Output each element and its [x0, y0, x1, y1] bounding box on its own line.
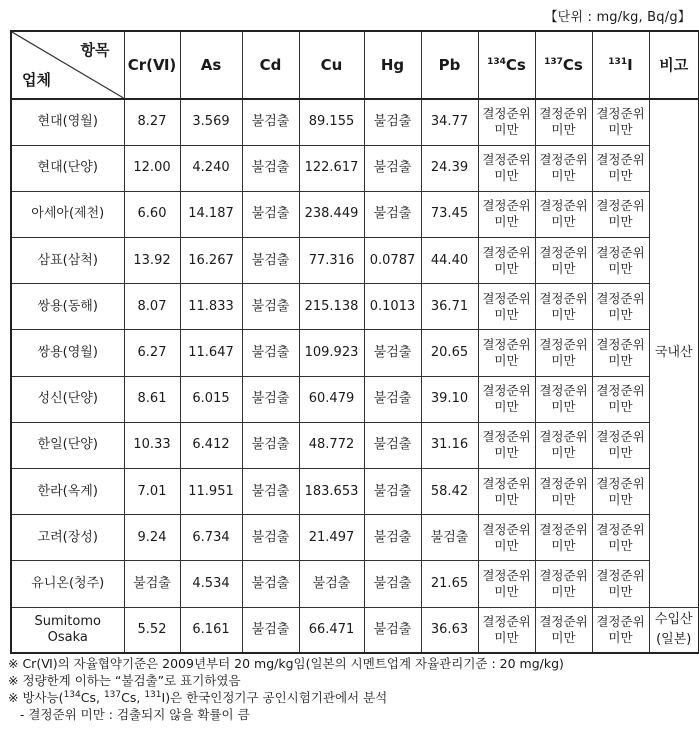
value-cell: 6.60: [124, 191, 180, 237]
isotope-cell: 결정준위 미만: [592, 561, 649, 607]
value-cell: 4.534: [180, 561, 242, 607]
isotope-cell: 결정준위 미만: [592, 469, 649, 515]
col-header-as: As: [180, 31, 242, 99]
value-cell: 3.569: [180, 99, 242, 145]
table-row: [11, 191, 699, 237]
value-cell: 불검출: [364, 469, 421, 515]
col-header-remark: 비고: [649, 31, 699, 99]
isotope-cell: 결정준위 미만: [535, 561, 592, 607]
company-cell: 한일(단양): [11, 422, 124, 468]
value-cell: 8.61: [124, 376, 180, 422]
company-cell: 한라(옥계): [11, 469, 124, 515]
value-cell: 불검출: [364, 561, 421, 607]
value-cell: 불검출: [364, 145, 421, 191]
company-cell: 현대(단양): [11, 145, 124, 191]
table-row: [11, 330, 699, 376]
value-cell: 5.52: [124, 607, 180, 653]
isotope-cell: 결정준위 미만: [535, 422, 592, 468]
value-cell: 77.316: [299, 238, 364, 284]
value-cell: 불검출: [124, 561, 180, 607]
analysis-table: [10, 30, 699, 654]
value-cell: 48.772: [299, 422, 364, 468]
remark-import: 수입산 (일본): [649, 607, 699, 653]
table-body: [11, 99, 699, 653]
isotope-cell: 결정준위 미만: [535, 515, 592, 561]
value-cell: 11.951: [180, 469, 242, 515]
value-cell: 34.77: [421, 99, 478, 145]
isotope-cell: 결정준위 미만: [478, 515, 535, 561]
company-cell: Sumitomo Osaka: [11, 607, 124, 653]
value-cell: 24.39: [421, 145, 478, 191]
value-cell: 44.40: [421, 238, 478, 284]
value-cell: 6.015: [180, 376, 242, 422]
footnote-detection: ※ 정량한계 이하는 “불검출”로 표기하였음: [8, 673, 241, 688]
isotope-cell: 결정준위 미만: [478, 422, 535, 468]
isotope-cell: 결정준위 미만: [592, 145, 649, 191]
isotope-cell: 결정준위 미만: [592, 515, 649, 561]
table-row: [11, 422, 699, 468]
value-cell: 6.27: [124, 330, 180, 376]
value-cell: 불검출: [242, 422, 299, 468]
company-cell: 아세아(제천): [11, 191, 124, 237]
isotope-cell: 결정준위 미만: [535, 191, 592, 237]
value-cell: 0.0787: [364, 238, 421, 284]
value-cell: 36.63: [421, 607, 478, 653]
value-cell: 73.45: [421, 191, 478, 237]
value-cell: 불검출: [242, 284, 299, 330]
isotope-cell: 결정준위 미만: [592, 99, 649, 145]
value-cell: 불검출: [242, 607, 299, 653]
isotope-cell: 결정준위 미만: [535, 376, 592, 422]
item-label: 항목: [80, 41, 110, 59]
value-cell: 불검출: [364, 422, 421, 468]
isotope-cell: 결정준위 미만: [478, 99, 535, 145]
value-cell: 36.71: [421, 284, 478, 330]
isotope-cell: 결정준위 미만: [535, 238, 592, 284]
table-row: [11, 469, 699, 515]
isotope-cell: 결정준위 미만: [592, 330, 649, 376]
header-diagonal-cell: [11, 31, 124, 99]
col-header-pb: Pb: [421, 31, 478, 99]
footnote-cr6: ※ Cr(Ⅵ)의 자율협약기준은 2009년부터 20 mg/kg임(일본의 시멘트업계 자율관리기준 : 20 mg/kg): [8, 656, 564, 671]
remark-domestic: 국내산: [649, 99, 699, 607]
company-cell: 현대(영월): [11, 99, 124, 145]
isotope-cell: 결정준위 미만: [535, 284, 592, 330]
table-row: [11, 99, 699, 145]
value-cell: 109.923: [299, 330, 364, 376]
company-label: 업체: [22, 71, 51, 89]
value-cell: 불검출: [299, 561, 364, 607]
company-cell: 삼표(삼척): [11, 238, 124, 284]
col-header-cs137: $^{137}$Cs: [535, 31, 592, 99]
value-cell: 215.138: [299, 284, 364, 330]
value-cell: 39.10: [421, 376, 478, 422]
value-cell: 불검출: [364, 99, 421, 145]
value-cell: 4.240: [180, 145, 242, 191]
isotope-cell: 결정준위 미만: [592, 607, 649, 653]
value-cell: 21.65: [421, 561, 478, 607]
isotope-cell: 결정준위 미만: [478, 238, 535, 284]
value-cell: 66.471: [299, 607, 364, 653]
table-row: [11, 145, 699, 191]
value-cell: 238.449: [299, 191, 364, 237]
table-row: [11, 376, 699, 422]
isotope-cell: 결정준위 미만: [478, 607, 535, 653]
value-cell: 7.01: [124, 469, 180, 515]
value-cell: 불검출: [364, 515, 421, 561]
isotope-cell: 결정준위 미만: [592, 191, 649, 237]
table-row: [11, 515, 699, 561]
value-cell: 21.497: [299, 515, 364, 561]
value-cell: 불검출: [242, 561, 299, 607]
value-cell: 불검출: [242, 238, 299, 284]
value-cell: 6.734: [180, 515, 242, 561]
value-cell: 60.479: [299, 376, 364, 422]
value-cell: 불검출: [242, 376, 299, 422]
company-cell: 쌍용(동해): [11, 284, 124, 330]
value-cell: 20.65: [421, 330, 478, 376]
isotope-cell: 결정준위 미만: [535, 145, 592, 191]
value-cell: 불검출: [364, 607, 421, 653]
value-cell: 불검출: [242, 99, 299, 145]
value-cell: 0.1013: [364, 284, 421, 330]
value-cell: 11.647: [180, 330, 242, 376]
isotope-cell: 결정준위 미만: [478, 284, 535, 330]
col-header-cu: Cu: [299, 31, 364, 99]
value-cell: 11.833: [180, 284, 242, 330]
unit-label: 【단위 : mg/kg, Bq/g】: [544, 10, 691, 25]
value-cell: 8.07: [124, 284, 180, 330]
value-cell: 89.155: [299, 99, 364, 145]
value-cell: 불검출: [421, 515, 478, 561]
isotope-cell: 결정준위 미만: [478, 561, 535, 607]
isotope-cell: 결정준위 미만: [478, 191, 535, 237]
value-cell: 불검출: [242, 191, 299, 237]
isotope-cell: 결정준위 미만: [592, 376, 649, 422]
value-cell: 불검출: [364, 330, 421, 376]
company-cell: 고려(장성): [11, 515, 124, 561]
value-cell: 8.27: [124, 99, 180, 145]
company-cell: 성신(단양): [11, 376, 124, 422]
col-header-i131: $^{131}$I: [592, 31, 649, 99]
isotope-cell: 결정준위 미만: [478, 145, 535, 191]
value-cell: 58.42: [421, 469, 478, 515]
header-row: [11, 31, 699, 99]
value-cell: 31.16: [421, 422, 478, 468]
footnote-threshold: - 결정준위 미만 : 검출되지 않을 확률이 큼: [8, 707, 250, 722]
value-cell: 불검출: [242, 330, 299, 376]
isotope-cell: 결정준위 미만: [478, 330, 535, 376]
table-row: [11, 284, 699, 330]
value-cell: 10.33: [124, 422, 180, 468]
value-cell: 122.617: [299, 145, 364, 191]
isotope-cell: 결정준위 미만: [592, 238, 649, 284]
isotope-cell: 결정준위 미만: [478, 469, 535, 515]
value-cell: 12.00: [124, 145, 180, 191]
table-row: [11, 238, 699, 284]
footnotes: [8, 655, 564, 723]
col-header-cd: Cd: [242, 31, 299, 99]
col-header-cs134: $^{134}$Cs: [478, 31, 535, 99]
table-row: [11, 607, 699, 653]
isotope-cell: 결정준위 미만: [478, 376, 535, 422]
value-cell: 14.187: [180, 191, 242, 237]
value-cell: 불검출: [364, 376, 421, 422]
col-header-hg: Hg: [364, 31, 421, 99]
table-row: [11, 561, 699, 607]
isotope-cell: 결정준위 미만: [592, 284, 649, 330]
value-cell: 불검출: [364, 191, 421, 237]
value-cell: 불검출: [242, 145, 299, 191]
value-cell: 6.161: [180, 607, 242, 653]
col-header-cr6: Cr(Ⅵ): [124, 31, 180, 99]
value-cell: 불검출: [242, 469, 299, 515]
company-cell: 유니온(청주): [11, 561, 124, 607]
value-cell: 13.92: [124, 238, 180, 284]
isotope-cell: 결정준위 미만: [535, 607, 592, 653]
company-cell: 쌍용(영월): [11, 330, 124, 376]
value-cell: 9.24: [124, 515, 180, 561]
footnote-radioactivity: ※ 방사능($^{134}$Cs, $^{137}$Cs, $^{131}$I)은 한국인정기구 공인시험기관에서 분석: [8, 689, 388, 705]
value-cell: 6.412: [180, 422, 242, 468]
isotope-cell: 결정준위 미만: [535, 99, 592, 145]
value-cell: 불검출: [242, 515, 299, 561]
value-cell: 183.653: [299, 469, 364, 515]
isotope-cell: 결정준위 미만: [535, 330, 592, 376]
value-cell: 16.267: [180, 238, 242, 284]
isotope-cell: 결정준위 미만: [535, 469, 592, 515]
isotope-cell: 결정준위 미만: [592, 422, 649, 468]
